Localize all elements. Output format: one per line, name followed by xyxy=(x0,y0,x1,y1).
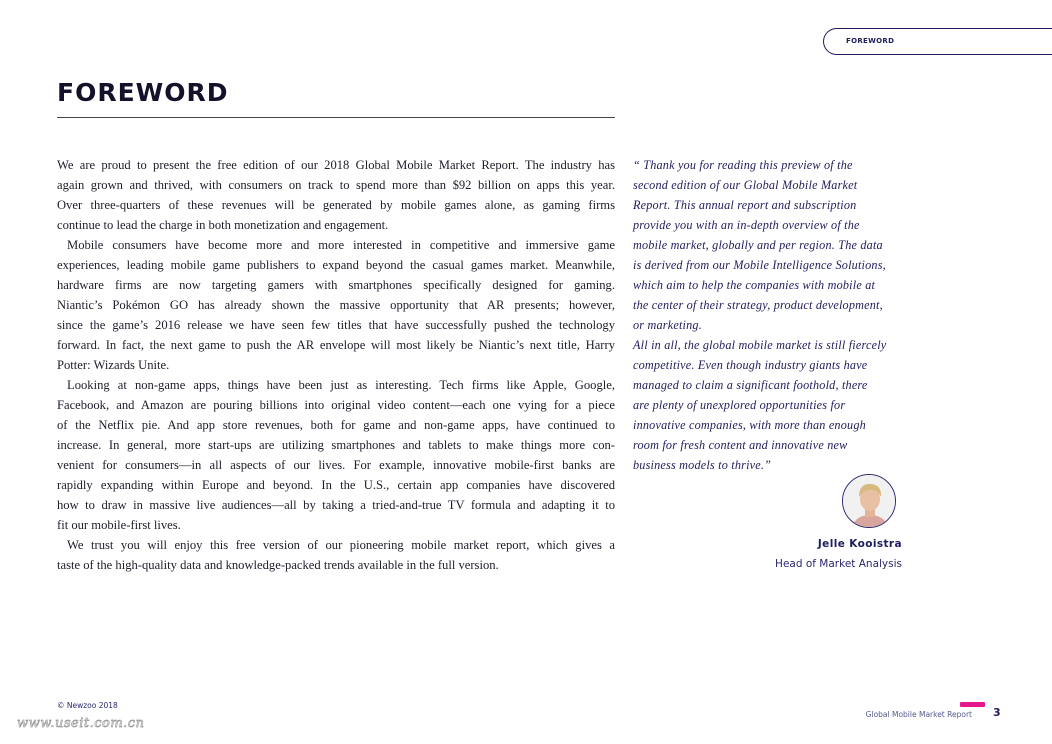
quote-line: managed to claim a significant foothold, there xyxy=(633,378,868,392)
body-line: continue to lead the charge in both monetization and engagement. xyxy=(57,218,389,232)
quote-line: is derived from our Mobile Intelligence Solutions, xyxy=(633,258,886,272)
body-line: increase. In general, more start-ups are utilizing smartphones and tablets to make things more con- xyxy=(57,438,615,452)
quote-line: or marketing. xyxy=(633,318,702,332)
body-text xyxy=(57,155,615,575)
section-tab-label: FOREWORD xyxy=(846,37,895,45)
body-line: fit our mobile-first lives. xyxy=(57,518,181,532)
body-line: of the Netflix pie. And app store revenues, both for game and non-game apps, have continued to xyxy=(57,418,615,432)
author-avatar xyxy=(842,474,896,528)
quote-line: are plenty of unexplored opportunities for xyxy=(633,398,846,412)
body-line: Potter: Wizards Unite. xyxy=(57,358,170,372)
body-line: Facebook, and Amazon are pouring billions into original video content—each one vying for a piece xyxy=(57,398,615,412)
body-line: Over three-quarters of these revenues will be generated by mobile games alone, as gaming firms xyxy=(57,198,615,212)
body-line: since the game’s 2016 release we have seen few titles that have successfully pushed the technology xyxy=(57,318,615,332)
body-line: hardware firms are now targeting gamers with smartphones specifically designed for gaming. xyxy=(57,278,615,292)
brand-marker xyxy=(960,702,985,707)
quote-line: competitive. Even though industry giants have xyxy=(633,358,868,372)
author-name: Jelle Kooistra xyxy=(817,538,902,550)
author-photo-icon xyxy=(843,475,896,528)
body-line: venient for consumers—in all aspects of our lives. For example, innovative mobile-first banks are xyxy=(57,458,615,472)
quote-line: business models to thrive.” xyxy=(633,458,772,472)
body-line: Mobile consumers have become more and more interested in competitive and immersive game xyxy=(67,238,615,252)
report-name: Global Mobile Market Report xyxy=(865,710,972,719)
body-line: experiences, leading mobile game publishers to expand beyond the casual games market. Meanwhile, xyxy=(57,258,615,272)
body-line: rapidly expanding within Europe and beyond. In the U.S., certain app companies have discovered xyxy=(57,478,615,492)
section-tab xyxy=(823,28,1052,55)
page-title: FOREWORD xyxy=(57,78,229,107)
title-divider xyxy=(57,117,615,118)
watermark: www.useit.com.cn xyxy=(17,716,145,731)
quote-line: second edition of our Global Mobile Market xyxy=(633,178,858,192)
quote-line: Report. This annual report and subscription xyxy=(633,198,857,212)
copyright: © Newzoo 2018 xyxy=(57,701,118,710)
quote-line: provide you with an in-depth overview of the xyxy=(633,218,860,232)
body-line: how to draw in massive live audiences—all by taking a tried-and-true TV formula and adapting it to xyxy=(57,498,615,512)
body-line: Looking at non-game apps, things have been just as interesting. Tech firms like Apple, Google, xyxy=(67,378,615,392)
page-number: 3 xyxy=(993,706,1001,719)
body-line: We are proud to present the free edition of our 2018 Global Mobile Market Report. The industry has xyxy=(57,158,615,172)
quote-line: the center of their strategy, product development, xyxy=(633,298,883,312)
body-line: Niantic’s Pokémon GO has already shown the massive opportunity that AR presents; however, xyxy=(57,298,615,312)
body-line: We trust you will enjoy this free version of our pioneering mobile market report, which gives a xyxy=(67,538,615,552)
quote-line: innovative companies, with more than enough xyxy=(633,418,866,432)
body-line: taste of the high-quality data and knowledge-packed trends available in the full version. xyxy=(57,558,499,572)
quote-line: All in all, the global mobile market is still fiercely xyxy=(633,338,887,352)
body-line: forward. In fact, the next game to push the AR envelope will most likely be Niantic’s next title, Harry xyxy=(57,338,615,352)
quote-line: room for fresh content and innovative new xyxy=(633,438,848,452)
quote-line: “ Thank you for reading this preview of the xyxy=(633,158,853,172)
quote-line: which aim to help the companies with mobile at xyxy=(633,278,876,292)
quote-line: mobile market, globally and per region. The data xyxy=(633,238,883,252)
body-line: again grown and thrived, with consumers on track to spend more than $92 billion on apps this year. xyxy=(57,178,615,192)
author-role: Head of Market Analysis xyxy=(775,558,902,570)
quote-block xyxy=(633,155,923,475)
